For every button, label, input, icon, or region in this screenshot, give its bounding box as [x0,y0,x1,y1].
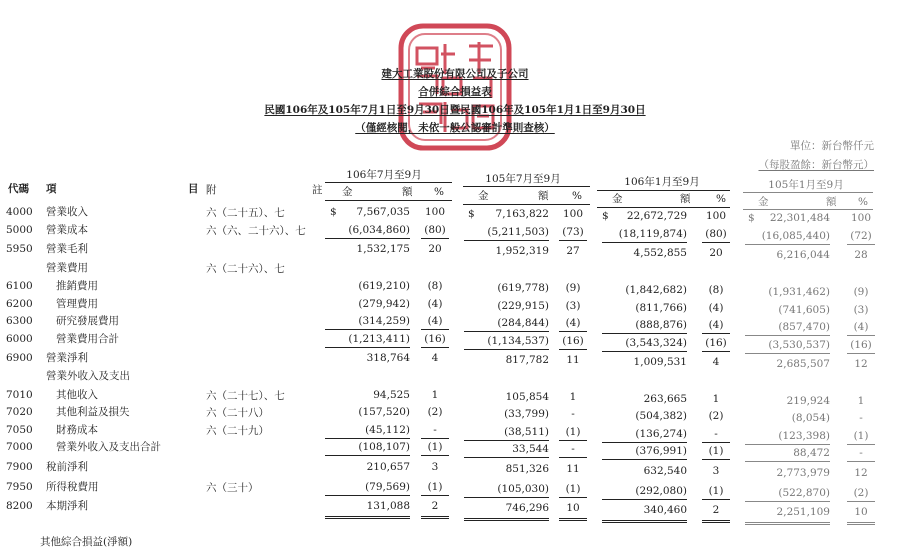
account-note-ref: 六（三十） [206,482,259,494]
amount-cell: 7,567,035 [356,206,410,218]
pct-header-1: % [434,186,444,198]
account-code: 6100 [6,280,33,292]
amount-cell: (229,915) [497,300,549,312]
percent-cell: (80) [705,228,727,240]
amount-cell: 632,540 [643,465,687,477]
amount-cell: 1,009,531 [633,356,687,368]
percent-cell: (2) [853,487,869,499]
account-code: 5000 [6,224,33,236]
account-code: 7020 [6,406,33,418]
amount-cell: (376,991) [635,445,687,457]
amount-cell: 2,251,109 [776,506,830,518]
percent-cell: - [859,412,863,424]
amount-cell: 1,532,175 [356,243,410,255]
percent-cell: - [571,408,575,420]
account-code: 7010 [6,389,33,401]
amount-cell: 340,460 [643,504,687,516]
amount-header-3: 金 [612,193,623,205]
percent-cell: 10 [854,506,868,518]
amount-cell: 88,472 [793,447,830,459]
amount-cell: 1,952,319 [495,245,549,257]
percent-cell: 3 [712,465,720,477]
unit-currency: 單位：新台幣仟元 [790,140,874,152]
item-column-header: 項 [46,183,57,195]
amount-cell: (619,210) [358,280,410,292]
amount-cell: (1,134,537) [487,335,549,347]
account-name: 營業外收入及支出合計 [56,441,161,453]
account-name: 管理費用 [56,298,98,310]
percent-cell: (16) [424,333,446,345]
percent-cell: (1) [853,430,869,442]
oci-label: 其他綜合損益(淨額) [40,536,133,548]
amount-cell: 33,544 [512,443,549,455]
account-name: 稅前淨利 [46,461,88,473]
note-column-header: 附 [206,184,217,196]
amount-cell: 746,296 [505,502,549,514]
statement-period: 民國106年及105年7月1日至9月30日暨民國106年及105年1月1日至9月30日 [264,104,646,116]
percent-cell: 100 [705,210,727,222]
amount-cell: (811,766) [635,302,687,314]
percent-cell: (4) [853,321,869,333]
review-note: （僅經核閱，未依一般公認審計準則查核） [355,122,555,134]
amount-cell: (619,778) [497,282,549,294]
amount-header-2-end: 額 [538,190,549,202]
account-name: 所得稅費用 [46,481,99,493]
percent-cell: (16) [850,339,872,351]
amount-cell: (8,054) [791,412,830,424]
percent-cell: (73) [562,226,584,238]
statement-title: 合併綜合損益表 [418,86,492,98]
period-header-2: 105年7月至9月 [485,173,561,185]
amount-cell: (136,274) [635,428,687,440]
percent-cell: (8) [427,280,443,292]
percent-cell: 3 [431,461,439,473]
account-name: 其他收入 [56,389,98,401]
percent-cell: 2 [712,504,720,516]
account-code: 7050 [6,424,33,436]
percent-cell: 100 [424,206,446,218]
amount-cell: (741,605) [778,304,830,316]
amount-cell: 105,854 [505,391,549,403]
percent-cell: 4 [712,356,720,368]
amount-cell: 2,685,507 [776,358,830,370]
amount-cell: (108,107) [358,441,410,453]
amount-cell: (857,470) [778,321,830,333]
amount-cell: (1,213,411) [348,333,410,345]
amount-cell: 817,782 [505,354,549,366]
amount-cell: (314,259) [358,315,410,327]
percent-cell: - [571,443,575,455]
amount-cell: 6,216,044 [776,249,830,261]
percent-cell: (1) [427,481,443,493]
percent-cell: 100 [562,208,584,220]
percent-cell: (4) [565,317,581,329]
amount-header-2: 金 [478,190,489,202]
percent-cell: 20 [709,247,723,259]
account-code: 8200 [6,500,33,512]
percent-cell: (16) [705,337,727,349]
account-code: 6000 [6,333,33,345]
percent-cell: (3) [853,304,869,316]
account-note-ref: 六（二十六）、七 [206,263,285,275]
amount-cell: (292,080) [635,485,687,497]
account-name: 本期淨利 [46,500,88,512]
amount-cell: (284,844) [497,317,549,329]
amount-cell: (157,520) [358,406,410,418]
percent-cell: - [714,428,718,440]
percent-cell: (4) [708,319,724,331]
account-code: 6900 [6,352,33,364]
percent-cell: (4) [708,302,724,314]
amount-cell: (123,398) [778,430,830,442]
amount-cell: (79,569) [365,481,410,493]
percent-cell: 20 [428,243,442,255]
percent-cell: (1) [708,485,724,497]
percent-cell: 27 [566,245,580,257]
percent-cell: - [859,447,863,459]
account-name: 營業成本 [46,224,88,236]
account-code: 7950 [6,481,33,493]
account-note-ref: 六（二十九） [206,425,269,437]
amount-cell: (38,511) [504,426,549,438]
percent-cell: (2) [427,406,443,418]
percent-cell: (8) [708,284,724,296]
currency-symbol: $ [468,208,475,220]
currency-symbol: $ [748,212,755,224]
percent-cell: (1) [708,445,724,457]
amount-cell: (1,842,682) [625,284,687,296]
amount-cell: 94,525 [373,389,410,401]
percent-cell: - [433,424,437,436]
percent-cell: 1 [569,391,577,403]
amount-cell: 263,665 [643,393,687,405]
amount-cell: 851,326 [505,463,549,475]
item-column-header-end: 目 [188,183,199,195]
unit-eps: （每股盈餘：新台幣元） [758,159,874,171]
amount-cell: (3,530,537) [768,339,830,351]
account-code: 5950 [6,243,33,255]
percent-cell: 4 [431,352,439,364]
amount-cell: (105,030) [497,483,549,495]
amount-cell: (888,876) [635,319,687,331]
amount-cell: (16,085,440) [761,230,830,242]
percent-cell: (72) [850,230,872,242]
amount-cell: (3,543,324) [625,337,687,349]
amount-header-1-end: 額 [402,186,413,198]
period-header-1: 106年7月至9月 [346,169,422,181]
currency-symbol: $ [330,206,337,218]
amount-cell: 318,764 [366,352,410,364]
percent-cell: (80) [424,224,446,236]
percent-cell: 11 [566,354,580,366]
account-name: 營業費用合計 [56,333,119,345]
percent-cell: (1) [565,483,581,495]
pct-header-3: % [716,193,726,205]
percent-cell: 28 [854,249,868,261]
percent-cell: (9) [853,286,869,298]
account-note-ref: 六（六、二十六）、七 [206,225,306,237]
amount-cell: 7,163,822 [495,208,549,220]
account-name: 營業淨利 [46,352,88,364]
amount-header-4-end: 額 [826,196,837,208]
amount-cell: (6,034,860) [348,224,410,236]
percent-cell: (1) [565,426,581,438]
account-name: 研究發展費用 [56,315,119,327]
percent-cell: (9) [565,282,581,294]
percent-cell: (1) [427,441,443,453]
note-column-header-end: 註 [312,184,323,196]
amount-cell: 210,657 [366,461,410,473]
percent-cell: 10 [566,502,580,514]
account-code: 6300 [6,315,33,327]
account-code: 4000 [6,206,33,218]
account-note-ref: 六（二十七）、七 [206,390,285,402]
account-name: 其他利益及損失 [56,406,130,418]
account-note-ref: 六（二十八） [206,407,269,419]
amount-cell: 131,088 [366,500,410,512]
account-name: 營業毛利 [46,243,88,255]
amount-cell: 4,552,855 [633,247,687,259]
code-column-header: 代碼 [8,183,29,195]
period-header-3: 106年1月至9月 [624,176,700,188]
percent-cell: 100 [850,212,872,224]
percent-cell: 12 [854,467,868,479]
amount-cell: (5,211,503) [487,226,549,238]
account-name: 營業收入 [46,206,88,218]
amount-header-4: 金 [758,196,769,208]
amount-cell: (279,942) [358,298,410,310]
percent-cell: (4) [427,298,443,310]
amount-cell: (522,870) [778,487,830,499]
account-name: 營業外收入及支出 [46,370,130,382]
pct-header-4: % [858,196,868,208]
amount-cell: 2,773,979 [776,467,830,479]
account-code: 7000 [6,441,33,453]
percent-cell: 2 [431,500,439,512]
account-code: 7900 [6,461,33,473]
account-code: 6200 [6,298,33,310]
percent-cell: 11 [566,463,580,475]
amount-cell: 22,672,729 [626,210,687,222]
amount-cell: 219,924 [786,395,830,407]
percent-cell: (4) [427,315,443,327]
amount-cell: (1,931,462) [768,286,830,298]
percent-cell: 1 [431,389,439,401]
percent-cell: 1 [712,393,720,405]
amount-cell: 22,301,484 [769,212,830,224]
amount-cell: (18,119,874) [618,228,687,240]
currency-symbol: $ [602,210,609,222]
amount-header-1: 金 [342,186,353,198]
account-name: 推銷費用 [56,280,98,292]
company-name: 建大工業股份有限公司及子公司 [381,68,529,80]
account-name: 營業費用 [46,262,88,274]
amount-cell: (504,382) [635,410,687,422]
percent-cell: (16) [562,335,584,347]
percent-cell: 12 [854,358,868,370]
account-name: 財務成本 [56,424,98,436]
amount-cell: (45,112) [365,424,410,436]
percent-cell: (3) [565,300,581,312]
account-note-ref: 六（二十五）、七 [206,207,285,219]
period-header-4: 105年1月至9月 [768,179,844,191]
amount-cell: (33,799) [504,408,549,420]
pct-header-2: % [572,190,582,202]
percent-cell: (2) [708,410,724,422]
percent-cell: 1 [857,395,865,407]
amount-header-3-end: 額 [680,193,691,205]
